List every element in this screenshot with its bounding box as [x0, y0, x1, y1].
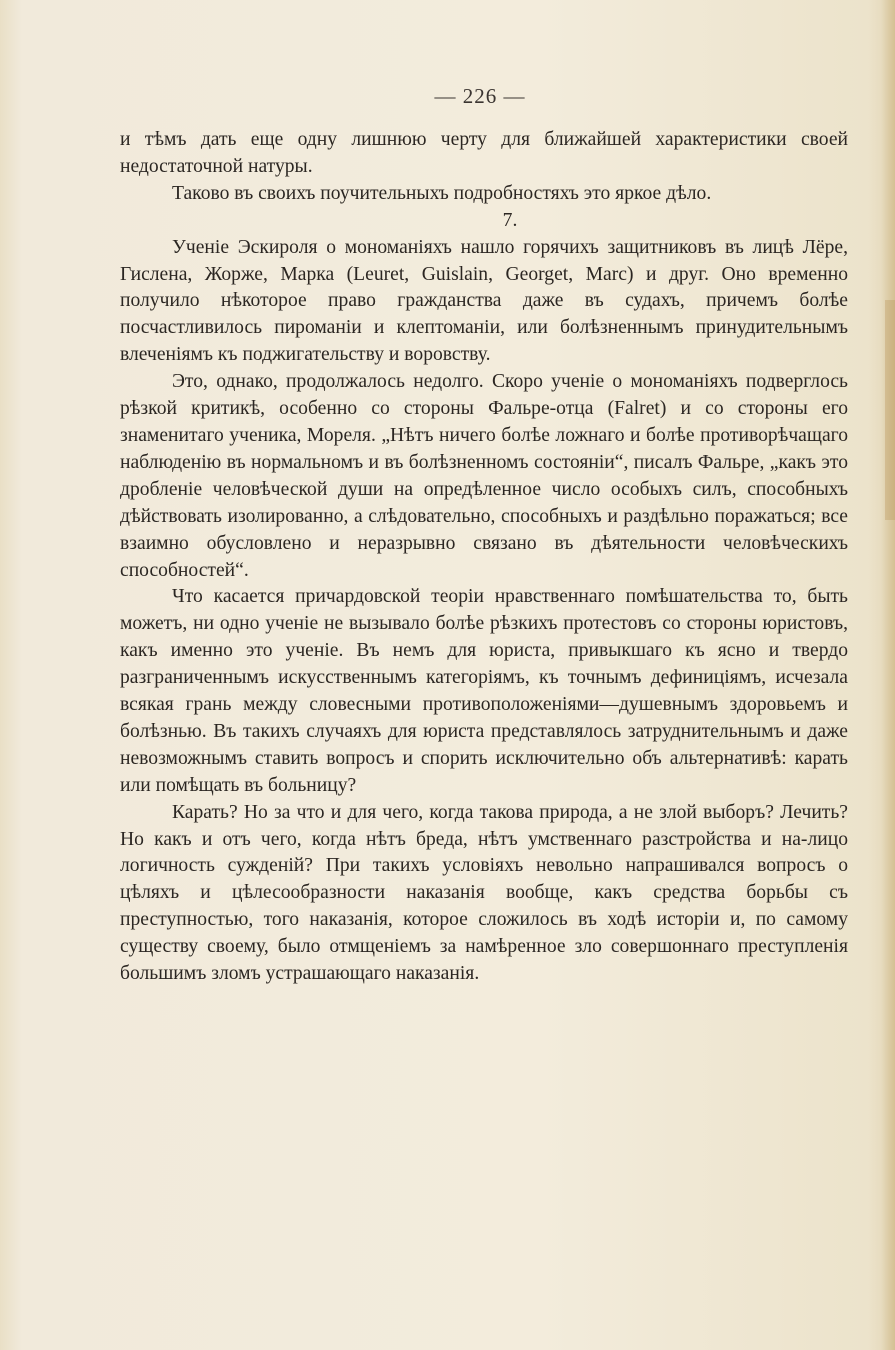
page-number: — 226 — — [434, 84, 526, 108]
paragraph: Ученіе Эскироля о мономаніяхъ нашло горячихъ защитниковъ въ лицѣ Лёре, Гислена, Жорже, Марка (Leuret, Guislain, Georget, Marc) и друг. Оно временно получило нѣкоторое право гражданства даже въ судахъ, причемъ болѣе посчастливилось пироманіи и клептоманіи, или болѣзненнымъ принудительнымъ влеченіямъ къ поджигательству и воровству. — [120, 236, 848, 366]
page-edge-stain — [885, 300, 895, 520]
body-text — [120, 127, 848, 988]
paragraph: Таково въ своихъ поучительныхъ подробностяхъ это яркое дѣло. — [172, 182, 712, 204]
paragraph: Карать? Но за что и для чего, когда такова природа, а не злой выборъ? Лечить? Но какъ и отъ чего, когда нѣтъ бреда, нѣтъ умственнаго разстройства и на-лицо логичность сужденій? При такихъ условіяхъ невольно напрашивался вопросъ о цѣляхъ и цѣлесообразности наказанія вообще, какъ средства борьбы съ преступностью, того наказанія, которое сложилось въ ходѣ исторіи и, по самому существу своему, было отмщеніемъ за намѣренное зло совершоннаго преступленія большимъ зломъ устрашающаго наказанія. — [120, 801, 848, 985]
paragraph-continued: и тѣмъ дать еще одну лишнюю черту для ближайшей характеристики своей недостаточной натуры. — [120, 129, 848, 177]
paragraph: Что касается причардовской теоріи нравственнаго помѣшательства то, быть можетъ, ни одно ученіе не вызывало болѣе рѣзкихъ протестовъ со стороны юристовъ, какъ именно это ученіе. Въ немъ для юриста, привыкшаго къ ясно и твердо разграниченнымъ искусственнымъ категоріямъ, къ точнымъ дефиниціямъ, исчезала всякая грань между словесными противоположеніями—душевнымъ здоровьемъ и болѣзнью. Въ такихъ случаяхъ для юриста представлялось затруднительнымъ и даже невозможнымъ ставить вопросъ и спорить исключительно объ альтернативѣ: карать или помѣщать въ больницу? — [120, 586, 848, 796]
paragraph: Это, однако, продолжалось недолго. Скоро ученіе о мономаніяхъ подверглось рѣзкой критикѣ, особенно со стороны Фальре-отца (Falret) и со стороны его знаменитаго ученика, Мореля. „Нѣтъ ничего болѣе ложнаго и болѣе противорѣчащаго наблюденію въ нормальномъ и въ болѣзненномъ состояніи“, писалъ Фальре, „какъ это дробленіе человѣческой души на опредѣленное число особыхъ силъ, способныхъ дѣйствовать изолированно, а слѣдовательно, способныхъ и раздѣльно поражаться; все взаимно обусловлено и неразрывно связано въ дѣятельности человѣческихъ способностей“. — [120, 371, 848, 581]
page-edge-shadow — [881, 0, 895, 1350]
section-number: 7. — [502, 209, 518, 231]
